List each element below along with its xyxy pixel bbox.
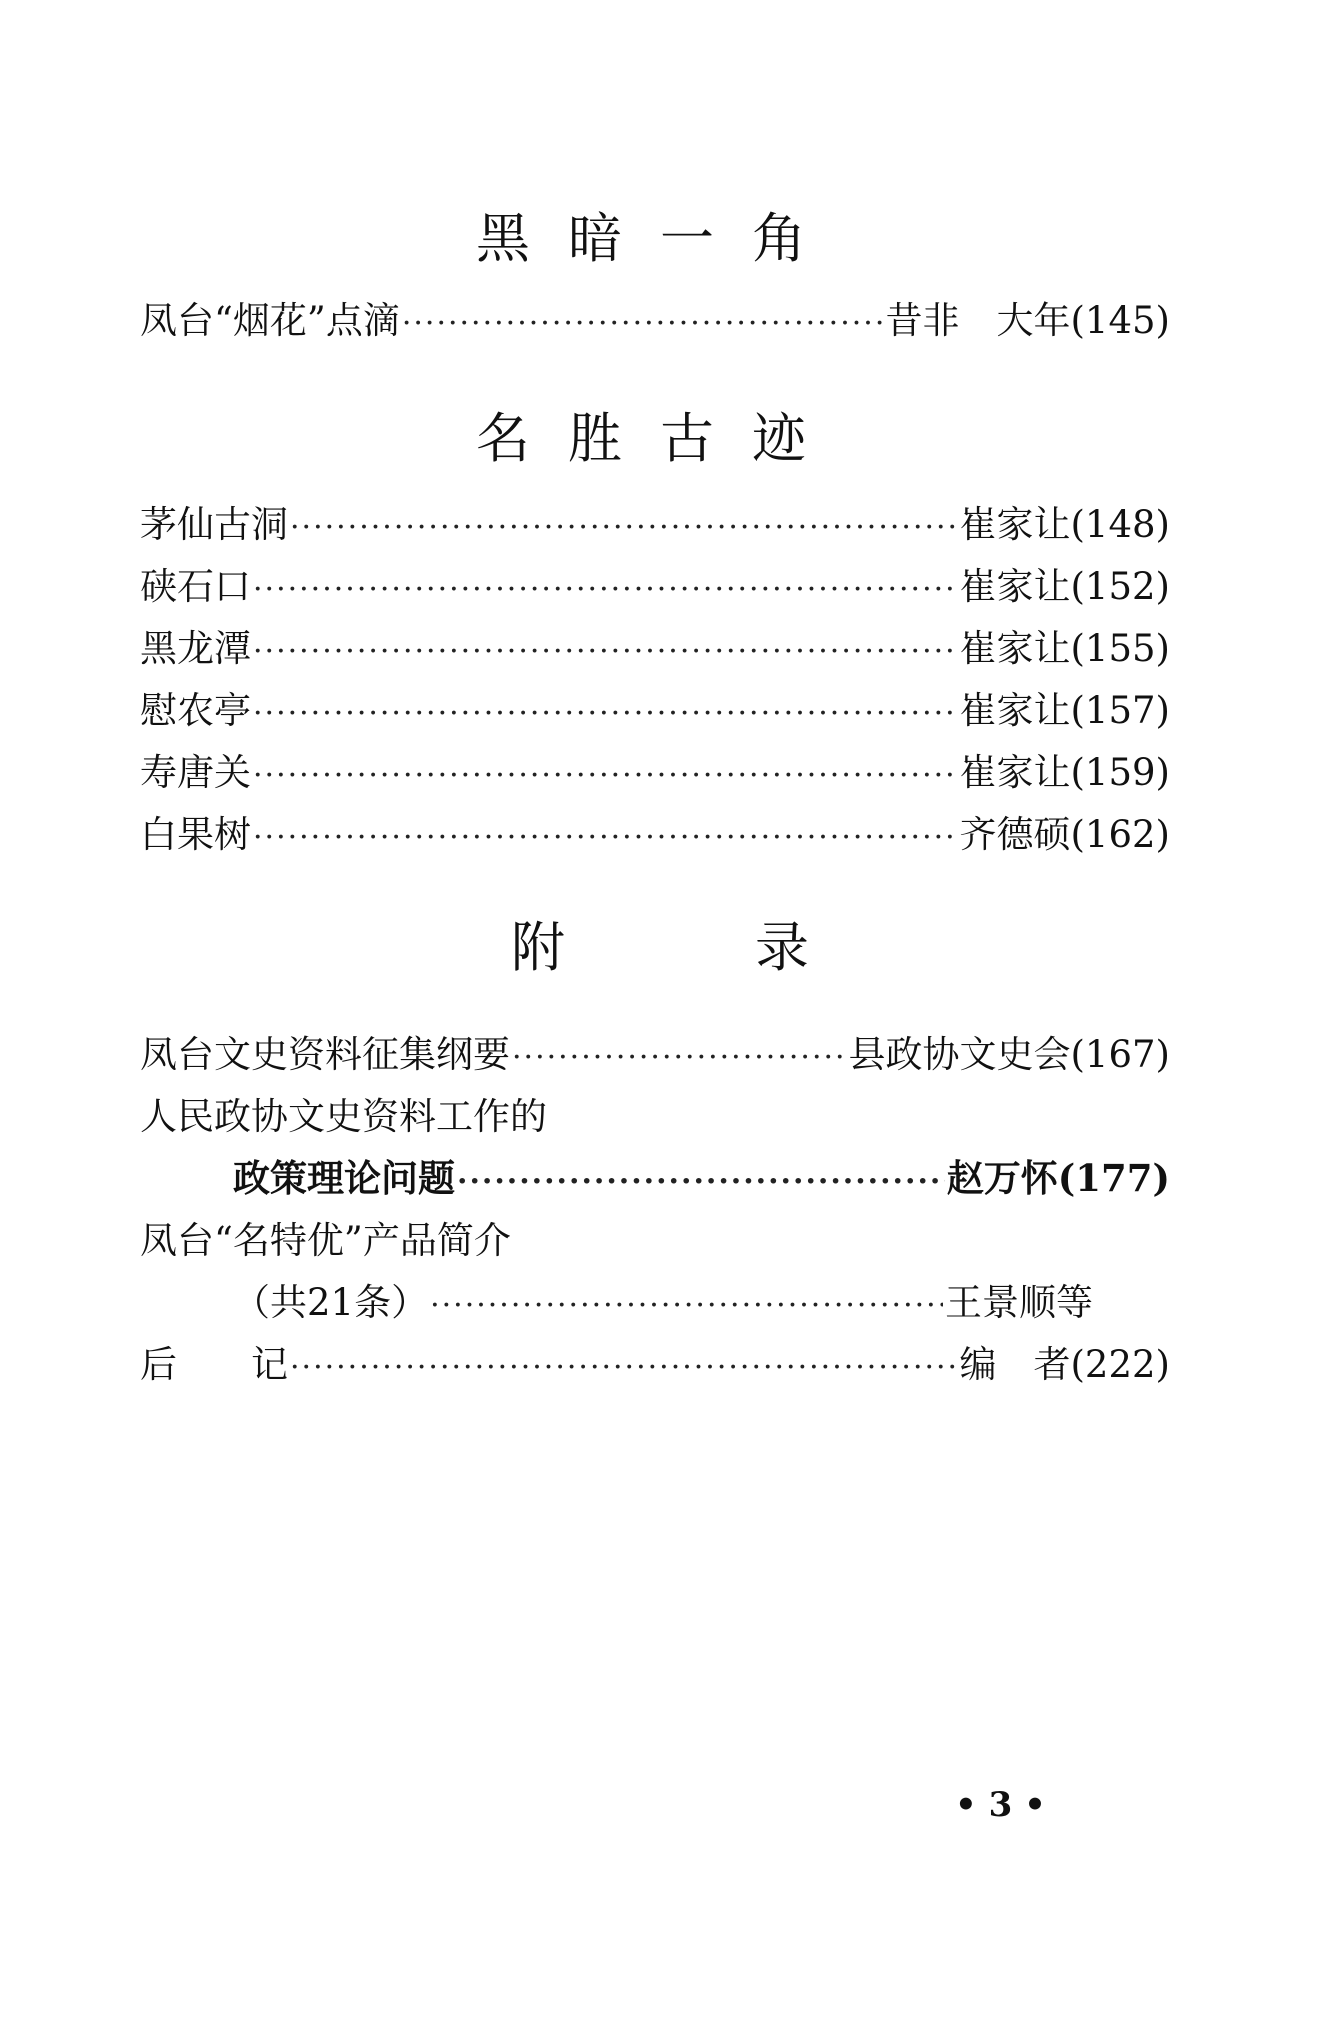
- entry-title: 政策理论问题: [233, 1156, 455, 1200]
- entry-author: 崔家让: [959, 627, 1071, 670]
- toc-entry[interactable]: [140, 556, 1170, 610]
- appendix-title-text: 附录: [511, 916, 999, 979]
- entry-page: (152): [1070, 565, 1170, 608]
- entry-page: (167): [1070, 1033, 1170, 1076]
- entry-page: (155): [1070, 627, 1170, 670]
- toc-entry[interactable]: [233, 1148, 1170, 1202]
- entry-title: 凤台文史资料征集纲要: [140, 1033, 510, 1076]
- entry-author: 编 者: [959, 1343, 1071, 1386]
- entry-page: (159): [1070, 751, 1170, 794]
- entry-page: (148): [1070, 503, 1170, 546]
- entry-author: 崔家让: [959, 503, 1071, 546]
- dot-leader: [253, 758, 958, 793]
- dot-leader: [253, 572, 958, 607]
- entry-author: 赵万怀: [946, 1156, 1058, 1200]
- toc-entry[interactable]: [140, 494, 1170, 548]
- toc-entry[interactable]: [140, 680, 1170, 734]
- toc-entry-title-line1[interactable]: 凤台“名特优”产品简介: [140, 1219, 511, 1262]
- entry-title: 寿唐关: [140, 751, 251, 794]
- entry-author: 崔家让: [959, 751, 1071, 794]
- entry-title: 慰农亭: [140, 689, 251, 732]
- entry-author: 王景顺等: [945, 1281, 1093, 1324]
- dot-leader: [253, 696, 958, 731]
- toc-entry[interactable]: [140, 1024, 1170, 1078]
- entry-author: 昔非 大年: [885, 299, 1071, 342]
- section-title-scenic-sites: 名胜古迹: [476, 407, 844, 470]
- entry-title: 茅仙古洞: [140, 503, 288, 546]
- section-title-dark-corner: 黑暗一角: [476, 207, 844, 270]
- toc-entry[interactable]: [233, 1272, 1093, 1326]
- toc-entry[interactable]: [140, 290, 1170, 344]
- dot-leader: [253, 634, 958, 669]
- toc-entry[interactable]: [140, 742, 1170, 796]
- dot-leader: [290, 510, 958, 545]
- toc-entry-title-line1[interactable]: 人民政协文史资料工作的: [140, 1095, 547, 1138]
- dot-leader: [457, 1164, 945, 1199]
- entry-page: (157): [1070, 689, 1170, 732]
- dot-leader: [402, 306, 884, 341]
- entry-title: 硖石口: [140, 565, 251, 608]
- dot-leader: [253, 820, 958, 855]
- dot-leader: [512, 1040, 847, 1075]
- entry-title: 凤台“烟花”点滴: [140, 299, 400, 342]
- dot-leader: [430, 1288, 943, 1323]
- entry-title: （共21条）: [233, 1281, 429, 1324]
- entry-page: (177): [1057, 1156, 1170, 1200]
- entry-author: 齐德硕: [959, 813, 1071, 856]
- entry-title: 白果树: [140, 813, 251, 856]
- entry-author: 县政协文史会: [848, 1033, 1071, 1076]
- toc-entry[interactable]: [140, 618, 1170, 672]
- toc-entry[interactable]: [140, 1334, 1170, 1388]
- entry-page: (162): [1070, 813, 1170, 856]
- section-title-appendix: [0, 905, 1320, 982]
- toc-entry[interactable]: [140, 804, 1170, 858]
- entry-page: (145): [1070, 299, 1170, 342]
- entry-title: 黑龙潭: [140, 627, 251, 670]
- entry-page: (222): [1070, 1343, 1170, 1386]
- dot-leader: [290, 1350, 958, 1385]
- entry-author: 崔家让: [959, 689, 1071, 732]
- entry-author: 崔家让: [959, 565, 1071, 608]
- page-number: • 3 •: [955, 1785, 1046, 1825]
- entry-title: 后 记: [140, 1343, 288, 1386]
